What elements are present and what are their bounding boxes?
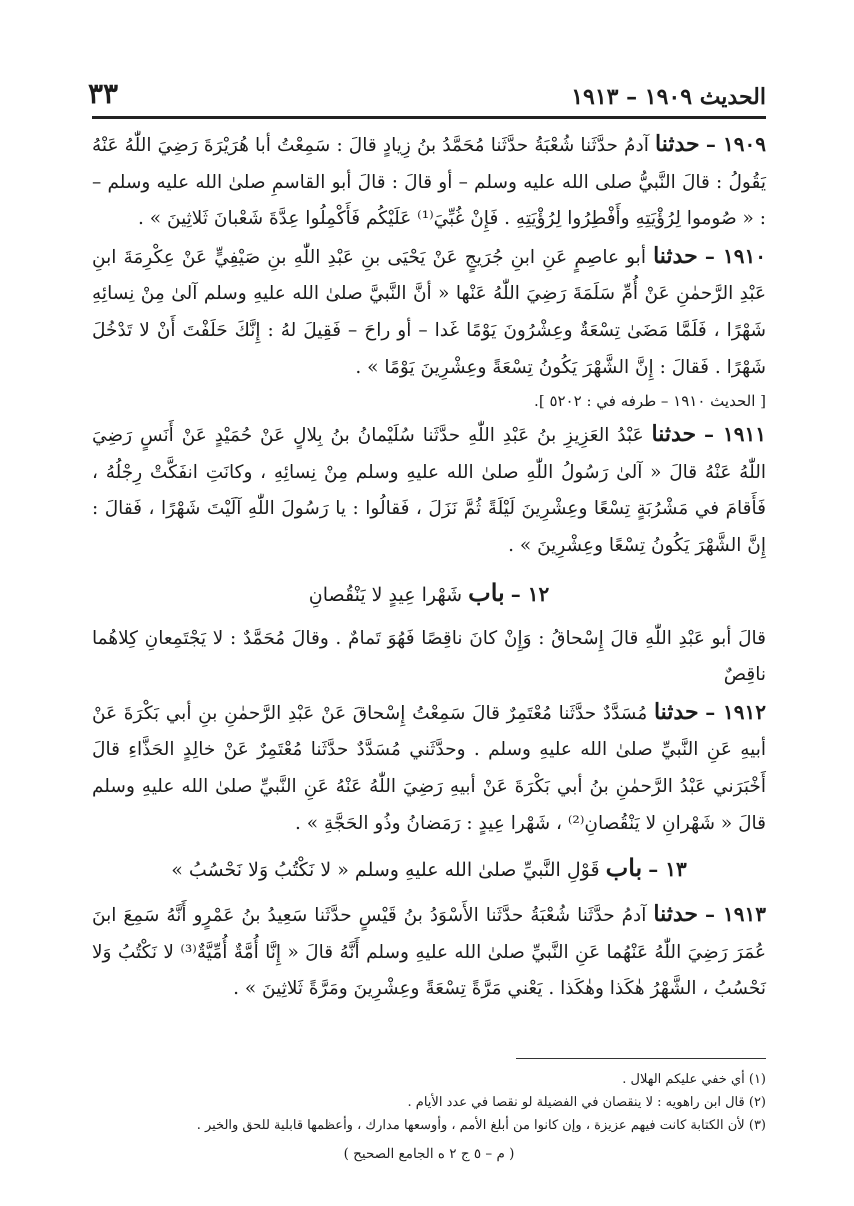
footnote-1: (١) أي خفي عليكم الهلال . xyxy=(622,1072,766,1087)
hadith-text: أبو عاصِمٍ عَنِ ابنِ جُرَيجٍ عَنْ يَحْيَى بنِ عَبْدِ اللّٰهِ بنِ صَيْفِيٍّ عَنْ عِكْرِمَةَ ابنِ عَبْدِ الرَّحمٰنِ عَنْ أُمِّ سَلَمَةَ رَضِيَ اللّٰهُ عَنْها « أنَّ النَّبيَّ صلىٰ الله عليهِ وسلم آلىٰ مِنْ نِسائِهِ شَهْرًا ، فَلَمَّا مَضَىٰ تِسْعَةٌ وعِشْرُونَ يَوْمًا غَدا – أو راحَ – فَقِيلَ لهُ : إِنَّكَ حَلَفْتَ أَنْ لا تَدْخُلَ شَهْرًا . فَقالَ : إِنَّ الشَّهْرَ يَكُونُ تِسْعَةً وعِشْرِينَ يَوْمًا » . xyxy=(92,246,766,378)
chapter-heading-12 xyxy=(92,573,766,615)
hadith-number: ١٩٠٩ – xyxy=(705,132,766,156)
hadith-number: ١٩١٠ – xyxy=(704,243,766,268)
cross-reference: [ الحديث ١٩١٠ – طرفه في : ٥٢٠٢ ]. xyxy=(534,392,766,411)
hadith-text: عَبْدُ العَزِيزِ بنُ عَبْدِ اللّٰهِ حدَّثَنا سُلَيْمانُ بنُ بِلالٍ عَنْ حُمَيْدٍ عَنْ أَنَسٍ رَضِيَ اللّٰهُ عَنْهُ قالَ « آلىٰ رَسُولُ اللّٰهِ صلىٰ الله عليهِ وسلم مِنْ نِسائِهِ ، وكانَتِ انفَكَّتْ رِجْلُهُ ، فَأَقامَ في مَشْرُبَةٍ تِسْعًا وعِشْرِينَ لَيْلَةً ثُمَّ نَزَلَ ، فَقالُوا : يا رَسُولَ اللّٰهِ آلَيْتَ شَهْرًا ، فَقالَ : إِنَّ الشَّهْرَ يَكُونُ تِسْعًا وعِشْرِينَ » . xyxy=(92,425,766,556)
hadith-number: ١٩١٣ – xyxy=(704,902,766,927)
haddathana-word: حدثنا xyxy=(653,901,699,928)
haddathana-word: حدثنا xyxy=(655,131,700,157)
hadith-1913 xyxy=(92,896,766,1008)
chapter-heading-13 xyxy=(92,848,766,890)
signature-mark: ( م – ٥ ج ٢ ه الجامع الصحيح ) xyxy=(343,1146,515,1162)
chapter-number: ١٢ – xyxy=(510,581,550,606)
hadith-text: آدمُ حدَّثَنا شُعْبَةُ حدَّثَنا الأَسْوَدُ بنُ قَيْسٍ حدَّثَنا سَعِيدُ بنُ عَمْرٍو أَنَّهُ سَمِعَ ابنَ عُمَرَ رَضِيَ اللّٰهُ عَنْهُما عَنِ النَّبيِّ صلىٰ الله عليهِ وسلم أَنَّهُ قالَ « إِنَّا أُمَّةٌ أُمِّيَّةٌ⁽³⁾ لا نَكْتُبُ وَلا نَحْسُبُ ، الشَّهْرُ هٰكَذا وهٰكَذا . يَعْني مَرَّةً تِسْعَةً وعِشْرِينَ ومَرَّةً ثَلاثِينَ » . xyxy=(92,905,766,1000)
running-title: الحديث ١٩٠٩ – ١٩١٣ xyxy=(571,84,766,110)
haddathana-word: حدثنا xyxy=(651,421,697,448)
page-number: ٣٣ xyxy=(88,77,119,110)
hadith-1909 xyxy=(92,126,766,238)
chapter-number: ١٣ – xyxy=(648,857,687,882)
chapter-intro: قالَ أبو عَبْدِ اللّٰهِ قالَ إِسْحاقُ : وَإِنْ كانَ ناقِصًا فَهُوَ تَمامٌ . وقالَ مُحَمَّدٌ : لا يَجْتَمِعانِ كِلاهُما ناقِصٌ xyxy=(92,627,766,686)
haddathana-word: حدثنا xyxy=(653,698,699,725)
hadith-1910 xyxy=(92,238,766,386)
hadith-text: آدمُ حدَّثَنا شُعْبَةُ حدَّثَنا مُحَمَّدُ بنُ زِيادٍ قالَ : سَمِعْتُ أبا هُرَيْرَةَ رَضِيَ اللّٰهُ عَنْهُ يَقُولُ : قالَ النَّبيُّ صلى الله عليه وسلم – أو قالَ : قالَ أبو القاسمِ صلىٰ الله عليه وسلم – : « صُوموا لِرُؤْيَتِهِ وأَفْطِرُوا لِرُؤْيَتِهِ . فَإِنْ غُبِّيَ⁽¹⁾ عَلَيْكُم فَأَكْمِلُوا عِدَّةَ شَعْبانَ ثَلاثِينَ » . xyxy=(92,135,766,230)
main-text xyxy=(92,126,766,1008)
hadith-text: مُسَدَّدٌ حدَّثَنا مُعْتَمِرٌ قالَ سَمِعْتُ إِسْحاقَ عَنْ عَبْدِ الرَّحمٰنِ بنِ أبي بَكْرَةَ عَنْ أبيهِ عَنِ النَّبيِّ صلىٰ الله عليهِ وسلم . وحدَّثَني مُسَدَّدٌ حدَّثَنا مُعْتَمِرٌ عَنْ خالِدٍ الحَذَّاءِ قالَ أَخْبَرَني عَبْدُ الرَّحمٰنِ بنُ أبي بَكْرَةَ عَنْ أبيهِ رَضِيَ اللّٰهُ عَنْهُ عَنِ النَّبيِّ صلىٰ الله عليهِ وسلم قالَ « شَهْرانِ لا يَنْقُصانِ⁽²⁾ ، شَهْرا عِيدٍ : رَمَضانُ وذُو الحَجَّةِ » . xyxy=(92,702,766,834)
chapter-title: شَهْرا عِيدٍ لا يَنْقُصانِ xyxy=(308,583,463,606)
bab-word: باب xyxy=(468,577,505,607)
footnote-2: (٢) قال ابن راهويه : لا ينقصان في الفضيلة لو نقصا في عدد الأيام . xyxy=(407,1095,766,1110)
hadith-number: ١٩١٢ – xyxy=(705,699,767,724)
bab-word: باب xyxy=(605,853,643,883)
page-header xyxy=(88,58,766,110)
footnote-rule xyxy=(516,1058,766,1059)
hadith-1911 xyxy=(92,416,766,564)
haddathana-word: حدثنا xyxy=(653,242,698,269)
hadith-number: ١٩١١ – xyxy=(704,422,766,447)
header-rule xyxy=(92,116,766,119)
footnote-3: (٣) لأن الكتابة كانت فيهم عزيزة ، وإن كانوا من أبلغ الأمم ، وأوسعها مدارك ، وأعظمها قابلية للحق والخير . xyxy=(196,1118,766,1133)
footnotes xyxy=(92,1068,766,1166)
chapter-title: قَوْلِ النَّبيِّ صلىٰ الله عليهِ وسلم « لا نَكْتُبُ وَلا نَحْسُبُ » xyxy=(171,859,600,882)
hadith-1912 xyxy=(92,694,766,842)
